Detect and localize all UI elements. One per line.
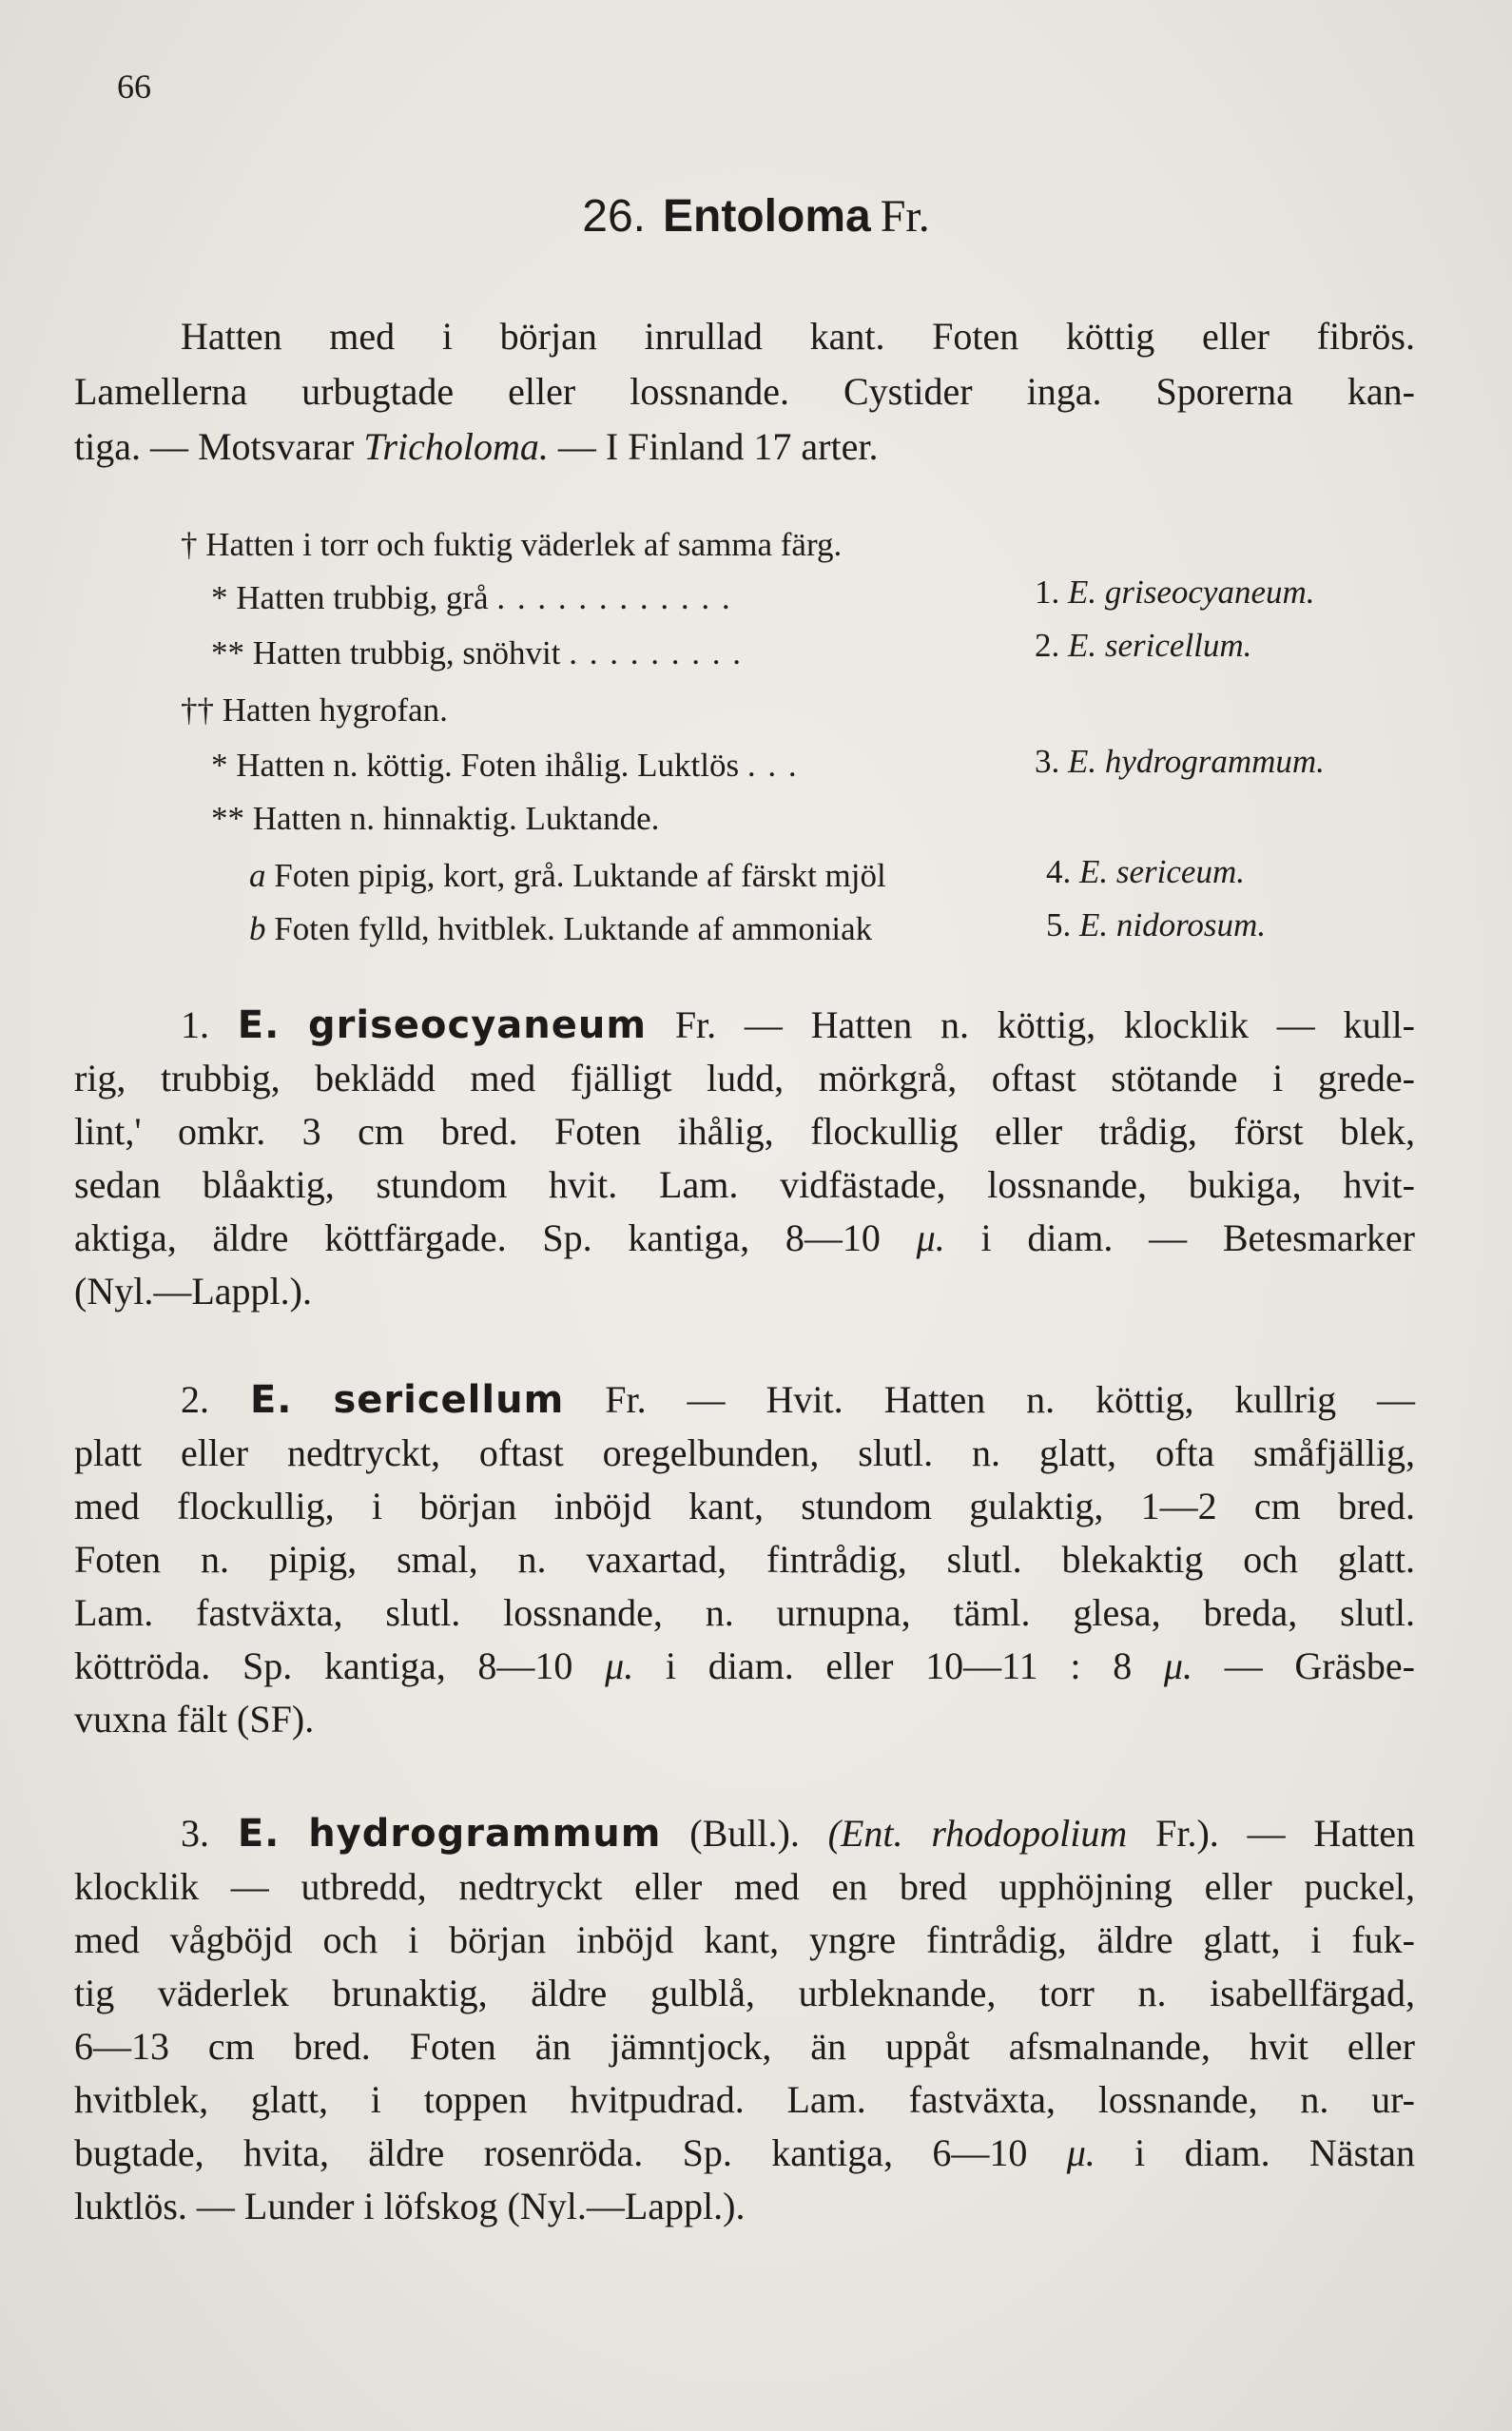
key-text: * Hatten n. köttig. Foten ihålig. Luktlös (211, 747, 740, 784)
species-name: griseocyaneum (308, 1003, 648, 1047)
intro-text: — I Finland 17 arter. (548, 425, 879, 468)
key-item-4: ** Hatten n. hinnaktig. Luktande. (211, 800, 660, 837)
key-dagger-1: † Hatten i torr och fuktig väderlek af samma färg. (181, 526, 843, 563)
species-number: 1. (181, 1003, 209, 1046)
micron-unit: μ. (1163, 1644, 1192, 1687)
species-text: i diam. eller 10—11 : 8 (633, 1644, 1164, 1687)
key-number: 2. (1035, 627, 1068, 664)
species-text: i diam. — Betesmarker (944, 1216, 1415, 1259)
section-number: 26. (582, 191, 647, 242)
intro-text: tiga. — Motsvarar (74, 425, 364, 468)
species-3-line-3: med vågböjd och i början inböjd kant, yngre fintrådig, äldre glatt, i fuk- (74, 1918, 1415, 1961)
key-leader: . . . . . . . . . . . . (496, 579, 732, 616)
micron-unit: μ. (1066, 2131, 1095, 2174)
intro-genus-ref: Tricholoma. (363, 425, 549, 468)
species-genus: E. (237, 1003, 281, 1047)
species-1-line-2: rig, trubbig, beklädd med fjälligt ludd, mörkgrå, oftast stötande i grede- (74, 1057, 1415, 1099)
species-3-line-5: 6—13 cm bred. Foten än jämntjock, än uppåt afsmalnande, hvit eller (74, 2025, 1415, 2068)
key-text: ** Hatten trubbig, snöhvit (211, 634, 561, 671)
genus-author: Fr. (880, 191, 930, 242)
section-heading (0, 190, 1512, 243)
key-number: 5. (1046, 906, 1079, 943)
species-text: köttröda. Sp. kantiga, 8—10 (74, 1644, 606, 1687)
genus-title: Entoloma (663, 191, 871, 242)
species-2-line-1 (181, 1373, 1415, 1427)
micron-unit: μ. (916, 1216, 945, 1259)
key-dagger-2: †† Hatten hygrofan. (181, 691, 448, 729)
species-text: i diam. Nästan (1095, 2131, 1415, 2174)
key-text: Foten pipig, kort, grå. Luktande af färskt mjöl (265, 857, 886, 894)
key-species: E. hydrogrammum. (1068, 743, 1325, 780)
key-species: E. nidorosum. (1079, 906, 1267, 943)
species-text: bugtade, hvita, äldre rosenröda. Sp. kantiga, 6—10 (74, 2131, 1067, 2174)
key-text: * Hatten trubbig, grå (211, 579, 489, 616)
key-text: Foten fylld, hvitblek. Luktande af ammoniak (265, 910, 873, 947)
key-letter: b (249, 910, 266, 947)
species-2-line-2: platt eller nedtryckt, oftast oregelbunden, slutl. n. glatt, ofta småfjällig, (74, 1431, 1415, 1474)
page-number: 66 (117, 68, 151, 106)
species-text: aktiga, äldre köttfärgade. Sp. kantiga, 8—10 (74, 1216, 917, 1259)
species-text: — Gräsbe- (1192, 1644, 1415, 1687)
key-number: 3. (1035, 743, 1068, 780)
species-text: Fr. — Hatten n. köttig, klocklik — kull- (674, 1003, 1416, 1046)
key-result-3 (1035, 738, 1325, 786)
species-3-line-4: tig väderlek brunaktig, äldre gulblå, urbleknande, torr n. isabellfärgad, (74, 1972, 1415, 2014)
key-species: E. sericeum. (1079, 853, 1245, 890)
key-result-1 (1035, 569, 1315, 616)
species-3-line-7 (74, 2127, 1415, 2180)
key-species: E. sericellum. (1068, 627, 1252, 664)
species-name: hydrogrammum (308, 1812, 662, 1856)
key-leader: . . . . . . . . . (569, 634, 743, 671)
species-number: 3. (181, 1812, 209, 1855)
species-text: (Bull.). (689, 1812, 828, 1855)
key-item-1 (211, 574, 732, 622)
species-number: 2. (181, 1378, 209, 1421)
species-2-line-7: vuxna fält (SF). (74, 1698, 315, 1741)
intro-line-3 (74, 420, 1415, 474)
key-result-5 (1046, 902, 1266, 949)
key-item-6 (249, 905, 872, 953)
key-number: 1. (1035, 574, 1068, 611)
key-result-4 (1046, 848, 1245, 896)
species-2-line-3: med flockullig, i början inböjd kant, stundom gulaktig, 1—2 cm bred. (74, 1485, 1415, 1527)
species-1-line-6: (Nyl.—Lappl.). (74, 1270, 312, 1313)
species-genus: E. (249, 1378, 293, 1422)
species-1-line-3: lint,' omkr. 3 cm bred. Foten ihålig, flockullig eller trådig, först blek, (74, 1110, 1415, 1153)
species-name: sericellum (333, 1378, 565, 1422)
species-1-line-5 (74, 1212, 1415, 1265)
species-genus: E. (237, 1812, 281, 1856)
intro-line-1: Hatten med i början inrullad kant. Foten köttig eller fibrös. (181, 315, 1415, 358)
species-3-line-2: klocklik — utbredd, nedtryckt eller med en bred upphöjning eller puckel, (74, 1865, 1415, 1908)
species-text: Fr.). — Hatten (1127, 1812, 1416, 1855)
key-letter: a (249, 857, 266, 894)
species-1-line-1 (181, 999, 1415, 1052)
species-2-line-5: Lam. fastväxta, slutl. lossnande, n. urnupna, täml. glesa, breda, slutl. (74, 1591, 1415, 1634)
key-result-2 (1035, 622, 1251, 670)
species-2-line-6 (74, 1640, 1415, 1693)
species-2-line-4: Foten n. pipig, smal, n. vaxartad, fintrådig, slutl. blekaktig och glatt. (74, 1538, 1415, 1581)
species-3-line-6: hvitblek, glatt, i toppen hvitpudrad. Lam. fastväxta, lossnande, n. ur- (74, 2078, 1415, 2121)
species-1-line-4: sedan blåaktig, stundom hvit. Lam. vidfästade, lossnande, bukiga, hvit- (74, 1163, 1415, 1206)
species-3-line-8: luktlös. — Lunder i löfskog (Nyl.—Lappl.). (74, 2185, 746, 2227)
key-item-3 (211, 742, 799, 789)
key-leader: . . . (746, 747, 799, 784)
micron-unit: μ. (605, 1644, 634, 1687)
key-item-2 (211, 630, 743, 677)
key-species: E. griseocyaneum. (1068, 574, 1315, 611)
species-text: Fr. — Hvit. Hatten n. köttig, kullrig — (605, 1378, 1416, 1421)
key-item-5 (249, 852, 886, 900)
species-synonym: (Ent. rhodopolium (827, 1812, 1128, 1855)
intro-line-2: Lamellerna urbugtade eller lossnande. Cystider inga. Sporerna kan- (74, 370, 1415, 413)
key-number: 4. (1046, 853, 1079, 890)
species-3-line-1 (181, 1807, 1415, 1860)
